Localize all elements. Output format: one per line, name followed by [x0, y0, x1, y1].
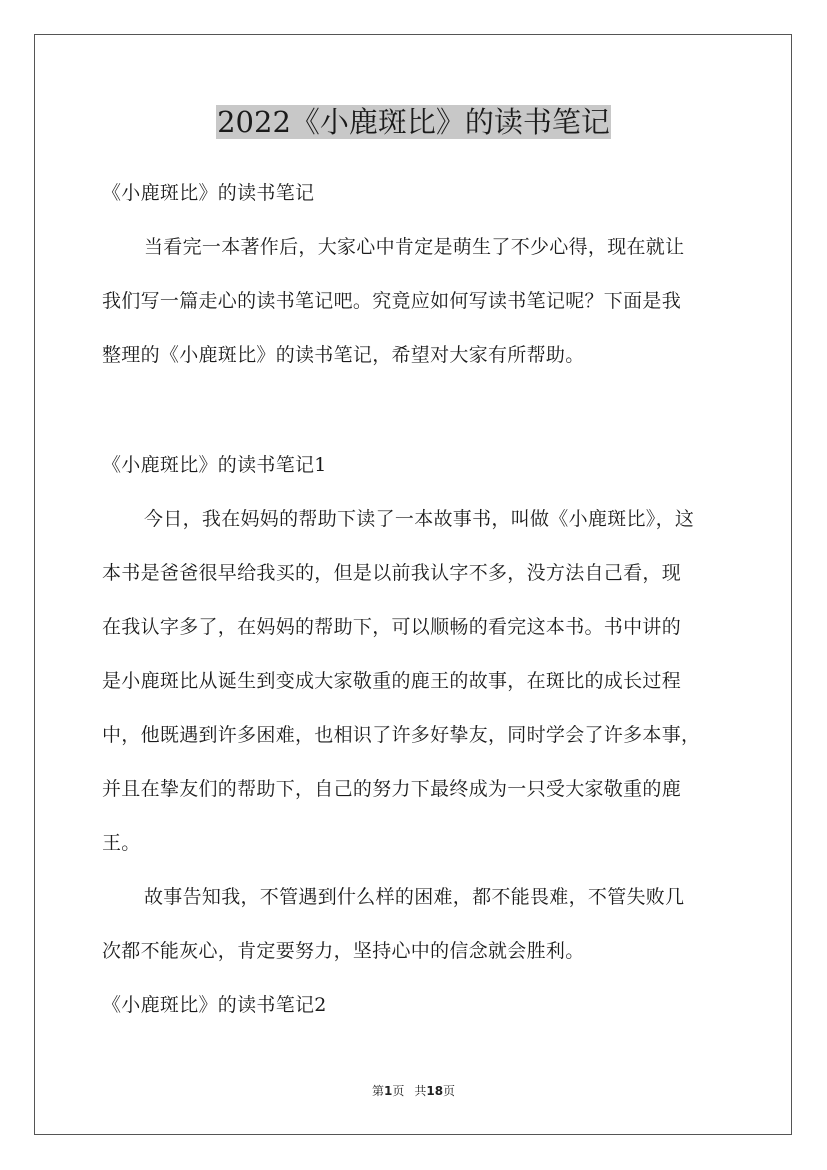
section-1-paragraph-1-line-4: 是小鹿斑比从诞生到变成大家敬重的鹿王的故事，在斑比的成长过程 [102, 670, 682, 692]
section-1-paragraph-1-line-5: 中，他既遇到许多困难，也相识了许多好挚友，同时学会了许多本事， [102, 724, 701, 746]
footer-page-number: 1 [383, 1084, 393, 1098]
section-heading-1: 《小鹿斑比》的读书笔记1 [102, 454, 327, 476]
document-title [0, 100, 827, 144]
section-1-paragraph-2-line-1: 故事告知我，不管遇到什么样的困难，都不能畏难，不管失败几 [144, 886, 685, 908]
intro-heading: 《小鹿斑比》的读书笔记 [102, 182, 315, 204]
section-1-paragraph-1-line-6: 并且在挚友们的帮助下，自己的努力下最终成为一只受大家敬重的鹿 [102, 778, 682, 800]
section-1-paragraph-1-line-2: 本书是爸爸很早给我买的，但是以前我认字不多，没方法自己看，现 [102, 562, 682, 584]
document-title-text: 2022《小鹿斑比》的读书笔记 [217, 105, 610, 139]
footer-page-prefix: 第 [371, 1084, 384, 1098]
intro-paragraph-line-2: 我们写一篇走心的读书笔记吧。究竟应如何写读书笔记呢？下面是我 [102, 290, 682, 312]
section-1-paragraph-1-line-1: 今日，我在妈妈的帮助下读了一本故事书，叫做《小鹿斑比》，这 [144, 508, 695, 530]
section-1-paragraph-2-line-2: 次都不能灰心，肯定要努力，坚持心中的信念就会胜利。 [102, 940, 585, 962]
page-footer [0, 1082, 827, 1100]
footer-total-suffix: 页 [443, 1084, 456, 1098]
intro-paragraph-line-3: 整理的《小鹿斑比》的读书笔记，希望对大家有所帮助。 [102, 344, 585, 366]
section-heading-2: 《小鹿斑比》的读书笔记2 [102, 994, 327, 1016]
intro-paragraph-line-1: 当看完一本著作后，大家心中肯定是萌生了不少心得，现在就让 [144, 236, 685, 258]
section-1-paragraph-1-line-7: 王。 [102, 832, 141, 854]
footer-total-pages: 18 [426, 1084, 444, 1098]
section-1-paragraph-1-line-3: 在我认字多了，在妈妈的帮助下，可以顺畅的看完这本书。书中讲的 [102, 616, 682, 638]
footer-total-prefix: 共 [414, 1084, 427, 1098]
footer-page-suffix: 页 [392, 1084, 405, 1098]
